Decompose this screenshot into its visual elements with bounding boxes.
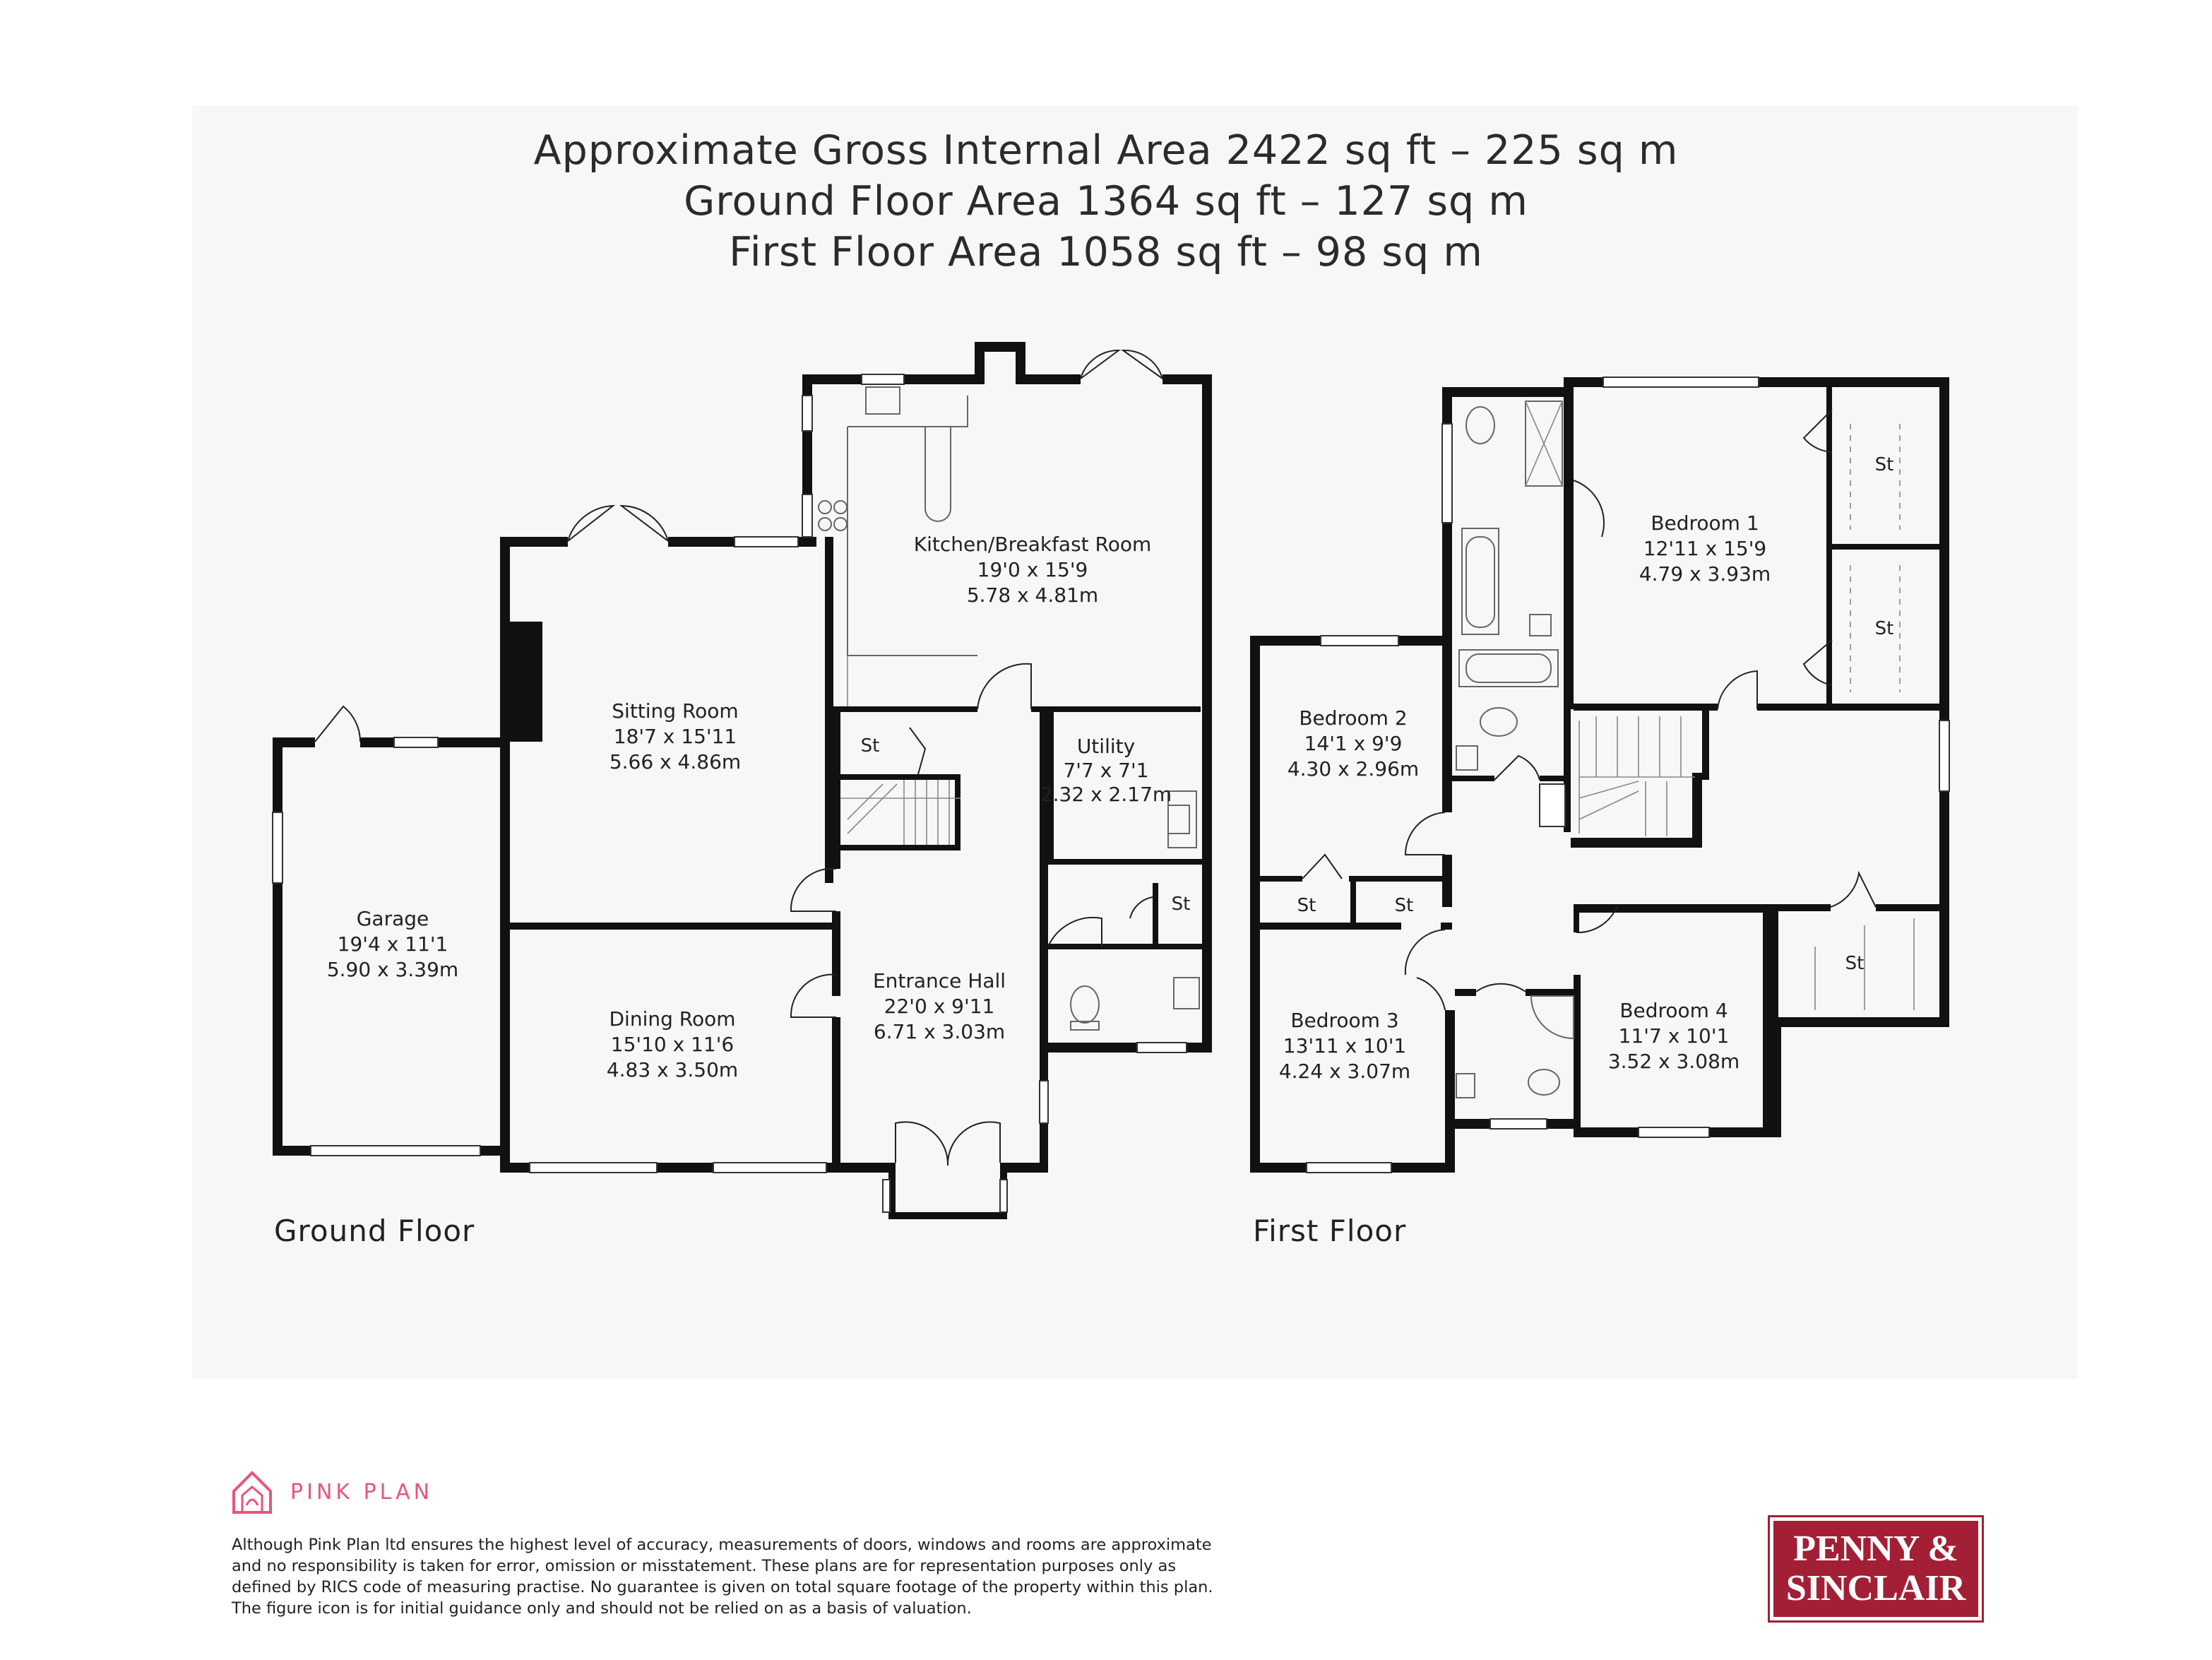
storage-label: St xyxy=(1874,618,1894,639)
garage-imperial: 19'4 x 11'1 xyxy=(337,932,448,956)
storage-label: St xyxy=(1394,895,1414,916)
hall-name: Entrance Hall xyxy=(872,969,1006,992)
bed4-imperial: 11'7 x 10'1 xyxy=(1618,1024,1730,1048)
bed3-metric: 4.24 x 3.07m xyxy=(1278,1060,1411,1083)
first-floor-label: First Floor xyxy=(1253,1214,1407,1248)
hall-imperial: 22'0 x 9'11 xyxy=(884,995,995,1018)
first-floor-plan xyxy=(1250,377,1949,1173)
bed4-metric: 3.52 x 3.08m xyxy=(1607,1050,1740,1073)
bed1-name: Bedroom 1 xyxy=(1651,511,1759,535)
first-stairs xyxy=(1579,716,1695,836)
agent-line-1: PENNY & xyxy=(1793,1529,1958,1569)
ground-floor-label: Ground Floor xyxy=(274,1214,475,1248)
utility-imperial: 7'7 x 7'1 xyxy=(1063,759,1149,782)
storage-label: St xyxy=(1845,953,1865,974)
disclaimer-text: Although Pink Plan ltd ensures the highest level of accuracy, measurements of doors, windows and rooms are approximate and no responsibility is taken for error, omission or misstatement. These plans are for representation purposes only as defined by RICS code of measuring practise. No guarantee is given on total square footage of the property within this plan. The figure icon is for initial guidance only and should not be relied on as a basis of valuation. xyxy=(232,1536,1213,1618)
dining-metric: 4.83 x 3.50m xyxy=(606,1058,739,1081)
kitchen-metric: 5.78 x 4.81m xyxy=(966,583,1099,607)
storage-label: St xyxy=(1874,454,1894,475)
bed2-metric: 4.30 x 2.96m xyxy=(1287,757,1420,781)
sitting-name: Sitting Room xyxy=(612,699,739,723)
bed3-imperial: 13'11 x 10'1 xyxy=(1283,1034,1407,1057)
dining-name: Dining Room xyxy=(609,1007,736,1031)
ground-stairs xyxy=(840,780,961,845)
first-floor-area-heading: First Floor Area 1058 sq ft – 98 sq m xyxy=(729,229,1483,275)
pink-plan-brand xyxy=(230,1464,433,1520)
gross-area-heading: Approximate Gross Internal Area 2422 sq ft – 225 sq m xyxy=(533,127,1679,174)
bed1-metric: 4.79 x 3.93m xyxy=(1639,562,1771,586)
storage-label: St xyxy=(1171,894,1191,915)
garage-metric: 5.90 x 3.39m xyxy=(326,958,459,981)
ground-floor-area-heading: Ground Floor Area 1364 sq ft – 127 sq m xyxy=(684,178,1528,225)
storage-label: St xyxy=(860,735,880,757)
agent-logo xyxy=(1770,1517,1982,1620)
bed2-name: Bedroom 2 xyxy=(1299,706,1408,730)
house-logo-icon xyxy=(230,1467,275,1517)
utility-name: Utility xyxy=(1076,735,1136,758)
bed3-name: Bedroom 3 xyxy=(1290,1009,1399,1032)
bed2-imperial: 14'1 x 9'9 xyxy=(1304,732,1403,755)
bed1-imperial: 12'11 x 15'9 xyxy=(1643,537,1767,560)
utility-metric: 2.32 x 2.17m xyxy=(1040,783,1172,806)
bed4-name: Bedroom 4 xyxy=(1619,999,1728,1022)
storage-label: St xyxy=(1297,895,1316,916)
agent-line-2: SINCLAIR xyxy=(1785,1568,1966,1608)
kitchen-imperial: 19'0 x 15'9 xyxy=(977,558,1088,581)
garage-name: Garage xyxy=(356,907,429,930)
kitchen-name: Kitchen/Breakfast Room xyxy=(913,533,1152,556)
sitting-metric: 5.66 x 4.86m xyxy=(609,750,742,773)
ground-floor-plan xyxy=(273,342,1212,1219)
hall-metric: 6.71 x 3.03m xyxy=(873,1020,1006,1043)
dining-imperial: 15'10 x 11'6 xyxy=(610,1033,735,1056)
sitting-imperial: 18'7 x 15'11 xyxy=(613,725,737,748)
brand-name: PINK PLAN xyxy=(290,1479,434,1505)
